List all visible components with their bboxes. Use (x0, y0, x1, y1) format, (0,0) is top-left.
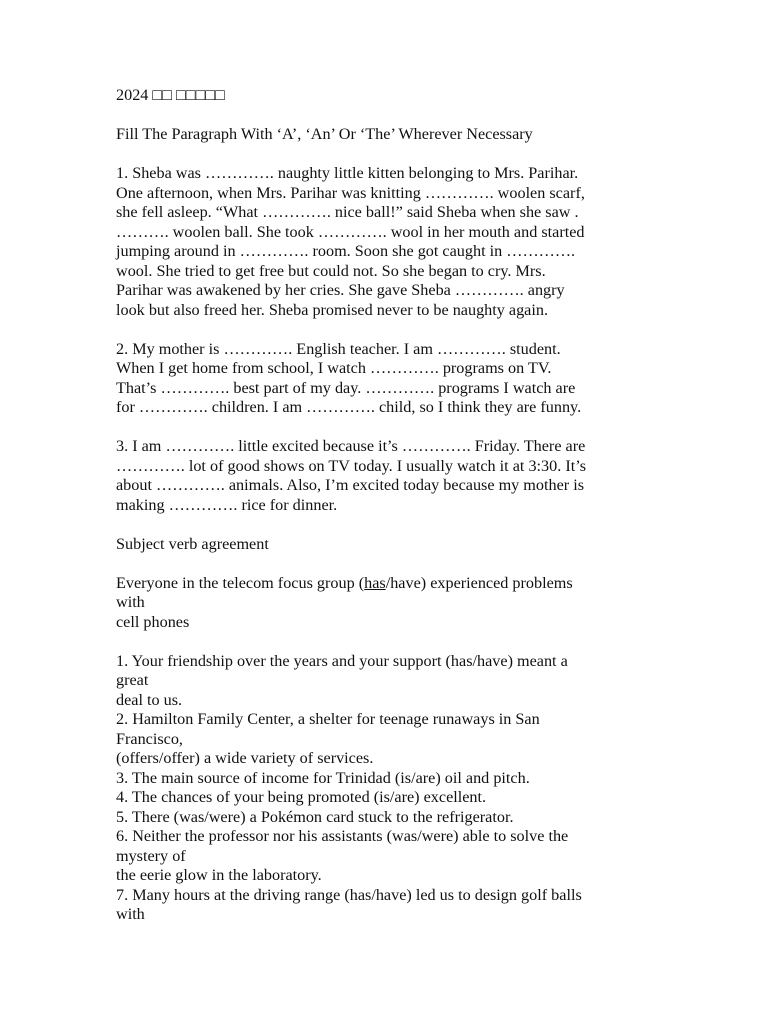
question-line: 6. Neither the professor nor his assistants (was/were) able to solve the (116, 827, 569, 845)
question-line: (offers/offer) a wide variety of services. (116, 749, 374, 767)
exercise-1-line: Parihar was awakened by her cries. She gave Sheba …………. angry (116, 281, 565, 299)
question-line: 7. Many hours at the driving range (has/have) led us to design golf balls (116, 885, 582, 904)
exercise-1-line: 1. Sheba was …………. naughty little kitten belonging to Mrs. Parihar. (116, 164, 579, 182)
example-line: cell phones (116, 612, 190, 631)
exercise-1-line: jumping around in …………. room. Soon she got caught in …………. (116, 242, 576, 260)
exercise-1-line: ………. woolen ball. She took …………. wool in her mouth and started (116, 222, 585, 241)
instruction-text: Fill The Paragraph With ‘A’, ‘An’ Or ‘The’ Wherever Necessary (116, 125, 533, 143)
question-line: the eerie glow in the laboratory. (116, 866, 322, 884)
exercise-1 (116, 164, 656, 320)
example-post: /have) experienced problems (385, 573, 573, 592)
example-pre: Everyone in the telecom focus group ( (116, 573, 365, 592)
question-line: with (116, 905, 145, 923)
example-line: with (116, 593, 145, 611)
exercise-3-line: …………. lot of good shows on TV today. I usually watch it at 3:30. It’s (116, 456, 587, 475)
example-underlined-answer: has (364, 573, 386, 592)
question-line: deal to us. (116, 690, 183, 709)
exercise-2-line: That’s …………. best part of my day. …………. programs I watch are (116, 378, 576, 397)
exercise-1-line: look but also freed her. Sheba promised never to be naughty again. (116, 300, 548, 319)
exercise-2-line: When I get home from school, I watch …………. programs on TV. (116, 359, 552, 377)
sva-questions (116, 652, 656, 925)
question-line: Francisco, (116, 729, 183, 748)
sva-heading: Subject verb agreement (116, 534, 269, 553)
exercise-1-line: One afternoon, when Mrs. Parihar was knitting …………. woolen scarf, (116, 183, 585, 202)
question-line: 1. Your friendship over the years and your support (has/have) meant a (116, 651, 568, 670)
exercise-2 (116, 340, 656, 418)
question-line: mystery of (116, 846, 186, 865)
question-line: 4. The chances of your being promoted (is/are) excellent. (116, 788, 487, 806)
exercise-3 (116, 437, 656, 515)
exercise-1-line: wool. She tried to get free but could not. So she began to cry. Mrs. (116, 261, 546, 280)
document-page (116, 86, 656, 925)
document-title: 2024 □□ □□□□□ (116, 86, 225, 104)
exercise-3-line: about …………. animals. Also, I’m excited today because my mother is (116, 476, 584, 494)
exercise-3-line: making …………. rice for dinner. (116, 495, 338, 514)
question-line: 2. Hamilton Family Center, a shelter for teenage runaways in San (116, 710, 540, 728)
question-line: 3. The main source of income for Trinidad (is/are) oil and pitch. (116, 768, 530, 787)
question-line: great (116, 671, 149, 689)
question-line: 5. There (was/were) a Pokémon card stuck to the refrigerator. (116, 807, 514, 826)
example-line (116, 574, 656, 594)
exercise-2-line: for …………. children. I am …………. child, so I think they are funny. (116, 398, 582, 416)
exercise-2-line: 2. My mother is …………. English teacher. I am …………. student. (116, 339, 561, 358)
exercise-3-line: 3. I am …………. little excited because it’s …………. Friday. There are (116, 437, 586, 455)
sva-example (116, 574, 656, 633)
exercise-1-line: she fell asleep. “What …………. nice ball!” said Sheba when she saw . (116, 203, 579, 221)
